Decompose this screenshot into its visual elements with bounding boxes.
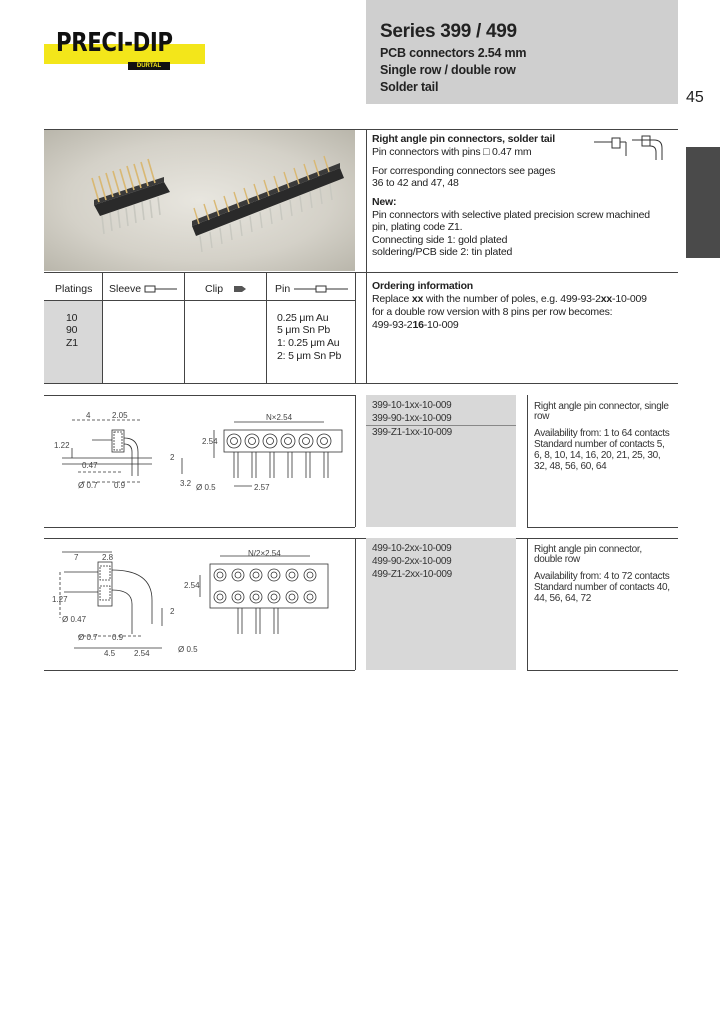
page-title: Series 399 / 499 <box>380 21 517 42</box>
header-clip: Clip <box>205 283 224 295</box>
new-line-4: soldering/PCB side 2: tin plated <box>372 246 513 258</box>
divider <box>266 272 267 383</box>
part-number: 399-90-1xx-10-009 <box>372 413 452 424</box>
dim-label: 0.9 <box>114 481 126 490</box>
plating-code: 90 <box>66 324 78 336</box>
availability: 44, 56, 64, 72 <box>534 593 591 604</box>
product-desc: Right angle pin connector, <box>534 544 642 555</box>
ordering-heading: Ordering information <box>372 280 474 292</box>
subtitle-1: PCB connectors 2.54 mm <box>380 46 527 60</box>
part-number: 399-10-1xx-10-009 <box>372 400 452 411</box>
dim-label: 2.05 <box>112 411 128 420</box>
availability: Availability from: 4 to 72 contacts <box>534 571 670 582</box>
divider <box>366 129 367 272</box>
single-row-drawing <box>52 410 348 520</box>
availability: Standard number of contacts 5, <box>534 439 665 450</box>
divider <box>184 272 185 383</box>
new-line-2: pin, plating code Z1. <box>372 221 463 233</box>
intro-ref-1: For corresponding connectors see pages <box>372 165 556 177</box>
pin-plating: 0.25 μm Au <box>277 312 329 324</box>
dim-label: Ø 0.5 <box>178 645 198 654</box>
intro-heading: Right angle pin connectors, solder tail <box>372 133 555 145</box>
header-pin: Pin <box>275 283 291 295</box>
divider <box>527 395 528 527</box>
section-tab <box>686 147 720 258</box>
product-desc: row <box>534 411 550 422</box>
dim-label: N×2.54 <box>266 413 293 422</box>
dim-label: 2.57 <box>254 483 270 492</box>
divider <box>44 670 355 671</box>
pin-plating: 1: 0.25 μm Au <box>277 337 340 349</box>
subtitle-2: Single row / double row <box>380 63 516 77</box>
divider <box>366 272 367 383</box>
brand-sub: DURTAL <box>128 62 170 70</box>
divider <box>44 272 678 273</box>
availability: Standard number of contacts 40, <box>534 582 670 593</box>
ordering-line-1: Replace xx with the number of poles, e.g. 499-93-2xx-10-009 <box>372 293 647 305</box>
divider <box>44 395 355 396</box>
header-platings: Platings <box>55 283 93 295</box>
sleeve-icon <box>143 284 179 294</box>
plating-code: 10 <box>66 312 78 324</box>
pin-icon <box>292 284 350 294</box>
divider <box>527 670 678 671</box>
new-label: New: <box>372 196 397 208</box>
clip-icon <box>232 284 248 294</box>
part-number: 399-Z1-1xx-10-009 <box>372 427 452 438</box>
new-line-3: Connecting side 1: gold plated <box>372 234 508 246</box>
double-row-drawing <box>52 548 348 660</box>
header-sleeve: Sleeve <box>109 283 142 295</box>
pin-connector-icon <box>592 134 668 162</box>
dim-label: 2.54 <box>134 649 150 658</box>
dim-label: N/2×2.54 <box>248 549 281 558</box>
dim-label: 4.5 <box>104 649 116 658</box>
dim-label: 0.9 <box>112 633 124 642</box>
dim-label: 2 <box>170 607 175 616</box>
brand-logo: PRECI-DIP <box>56 28 173 58</box>
dim-label: Ø 0.47 <box>62 615 87 624</box>
part-number: 499-10-2xx-10-009 <box>372 543 452 554</box>
pin-plating: 5 μm Sn Pb <box>277 324 331 336</box>
availability: 32, 48, 56, 60, 64 <box>534 461 607 472</box>
new-line-1: Pin connectors with selective plated precision screw machined <box>372 209 650 221</box>
dim-label: 7 <box>74 553 79 562</box>
divider <box>355 272 356 383</box>
dim-label: Ø 0.5 <box>196 483 216 492</box>
part-number: 499-90-2xx-10-009 <box>372 556 452 567</box>
dim-label: 2.54 <box>184 581 200 590</box>
divider <box>44 538 678 539</box>
divider <box>355 395 356 527</box>
divider <box>44 383 678 384</box>
ordering-line-2: for a double row version with 8 pins per row becomes: <box>372 306 613 318</box>
ordering-line-3: 499-93-216-10-009 <box>372 319 459 331</box>
divider <box>44 527 355 528</box>
product-photo <box>44 130 355 271</box>
product-desc: Right angle pin connector, single <box>534 401 669 412</box>
single-row-connector-image <box>192 156 344 252</box>
dim-label: 0.47 <box>82 461 98 470</box>
dim-label: 1.27 <box>52 595 68 604</box>
divider <box>366 425 516 426</box>
dim-label: 2.8 <box>102 553 114 562</box>
divider <box>44 300 355 301</box>
dim-label: 3.2 <box>180 479 192 488</box>
page-number: 45 <box>686 89 704 106</box>
dim-label: Ø 0.7 <box>78 481 98 490</box>
availability: 6, 8, 10, 14, 16, 20, 21, 25, 30, <box>534 450 661 461</box>
availability: Availability from: 1 to 64 contacts <box>534 428 670 439</box>
divider <box>527 527 678 528</box>
dim-label: 2 <box>170 453 175 462</box>
dim-label: Ø 0.7 <box>78 633 98 642</box>
part-number: 499-Z1-2xx-10-009 <box>372 569 452 580</box>
double-row-connector-image <box>92 159 170 234</box>
product-desc: double row <box>534 554 580 565</box>
dim-label: 1.22 <box>54 441 70 450</box>
dim-label: 2.54 <box>202 437 218 446</box>
divider <box>527 538 528 670</box>
subtitle-3: Solder tail <box>380 80 439 94</box>
plating-code: Z1 <box>66 337 78 349</box>
intro-ref-2: 36 to 42 and 47, 48 <box>372 177 459 189</box>
pin-plating: 2: 5 μm Sn Pb <box>277 350 342 362</box>
divider <box>102 272 103 383</box>
intro-pins: Pin connectors with pins □ 0.47 mm <box>372 146 532 158</box>
dim-label: 4 <box>86 411 91 420</box>
divider <box>355 538 356 670</box>
